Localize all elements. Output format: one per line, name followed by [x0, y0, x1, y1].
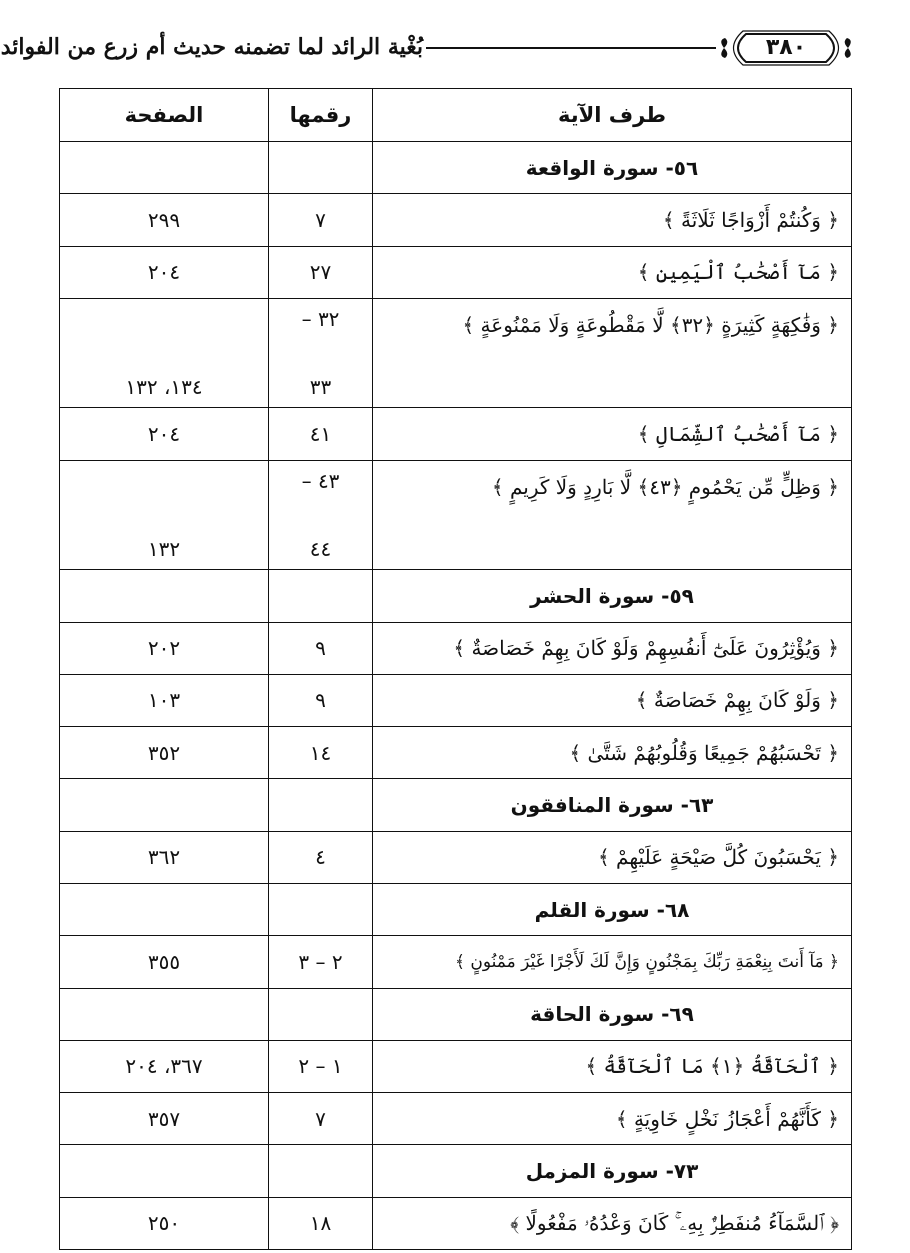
verse-text: ﴿ تَحْسَبُهُمْ جَمِيعًا وَقُلُوبُهُمْ شَتَّىٰ ﴾: [373, 727, 852, 779]
table-row: [60, 936, 852, 988]
verse-text: ﴿ ٱلسَّمَآءُ مُنفَطِرٌۢ بِهِۦ ۚ كَانَ وَعْدُهُۥ مَفْعُولًا ﴾: [373, 1197, 852, 1249]
page-number-ornament: [716, 28, 856, 68]
verse-text: ﴿ يَحْسَبُونَ كُلَّ صَيْحَةٍ عَلَيْهِمْ ﴾: [373, 831, 852, 883]
page-number: ٣٨٠: [765, 35, 807, 60]
table-row: [60, 831, 852, 883]
verse-text: ﴿ مَآ أَنتَ بِنِعْمَةِ رَبِّكَ بِمَجْنُونٍ وَإِنَّ لَكَ لَأَجْرًا غَيْرَ مَمْنُونٍ ﴾: [373, 936, 852, 988]
verse-number-end: ٤٤: [309, 536, 332, 561]
page-header: [0, 18, 910, 78]
page-ref: ٣٥٧: [60, 1093, 269, 1145]
surah-heading-row: [60, 779, 852, 831]
page-ref: ٣٦٢: [60, 831, 269, 883]
table-header-row: [60, 89, 852, 142]
header-rule: [426, 47, 716, 49]
page-ref: ٢٠٤: [60, 246, 269, 298]
verse-text: ﴿ وَظِلٍّ مِّن يَحْمُومٍ ﴿٤٣﴾ لَّا بَارِدٍ وَلَا كَرِيمٍ ﴾: [373, 460, 852, 570]
verse-text: ﴿ وَفَٰكِهَةٍ كَثِيرَةٍ ﴿٣٢﴾ لَّا مَقْطُوعَةٍ وَلَا مَمْنُوعَةٍ ﴾: [373, 298, 852, 408]
table-row: [60, 194, 852, 246]
surah-title: ٦٨- سورة القلم: [373, 883, 852, 935]
surah-title: ٦٩- سورة الحاقة: [373, 988, 852, 1040]
table-row: [60, 674, 852, 726]
verse-index-table: [59, 88, 852, 1250]
running-title: بُغْية الرائد لما تضمنه حديث أم زرع من الفوائد: [0, 34, 423, 60]
verse-text: ﴿ ٱلْحَآقَّةُ ﴿١﴾ مَا ٱلْحَآقَّةُ ﴾: [373, 1040, 852, 1092]
verse-text: ﴿ مَآ أَصْحَٰبُ ٱلْيَمِينِ ﴾: [373, 246, 852, 298]
verse-number: ٤١: [269, 408, 373, 460]
verse-text: ﴿ مَآ أَصْحَٰبُ ٱلشِّمَالِ ﴾: [373, 408, 852, 460]
page-ref: ٢٥٠: [60, 1197, 269, 1249]
verse-number: ١ – ٢: [269, 1040, 373, 1092]
verse-number: ٩: [269, 674, 373, 726]
verse-number: ٧: [269, 1093, 373, 1145]
surah-heading-row: [60, 142, 852, 194]
page-ref: ٢٩٩: [60, 194, 269, 246]
verse-number: ٧: [269, 194, 373, 246]
page-ref: ١٣٤، ١٣٢: [125, 375, 203, 400]
table-row: [60, 727, 852, 779]
page-ref: ٣٥٥: [60, 936, 269, 988]
verse-number: ٢٧: [269, 246, 373, 298]
verse-text: ﴿ وَيُؤْثِرُونَ عَلَىٰٓ أَنفُسِهِمْ وَلَوْ كَانَ بِهِمْ خَصَاصَةٌ ﴾: [373, 622, 852, 674]
verse-text: ﴿ وَلَوْ كَانَ بِهِمْ خَصَاصَةٌ ﴾: [373, 674, 852, 726]
table-row: [60, 1093, 852, 1145]
page-ref: ١٣٢: [147, 536, 181, 561]
surah-title: ٦٣- سورة المنافقون: [373, 779, 852, 831]
surah-heading-row: [60, 883, 852, 935]
verse-number-end: ٣٣: [309, 375, 332, 400]
surah-title: ٥٦- سورة الواقعة: [373, 142, 852, 194]
surah-title: ٧٣- سورة المزمل: [373, 1145, 852, 1197]
table-row: [60, 298, 852, 408]
verse-number: ٤: [269, 831, 373, 883]
verse-number: ٣٢ –: [301, 307, 340, 332]
page-ref: ٢٠٤: [60, 408, 269, 460]
verse-text: ﴿ وَكُنتُمْ أَزْوَاجًا ثَلَاثَةً ﴾: [373, 194, 852, 246]
table-row: [60, 1197, 852, 1249]
surah-heading-row: [60, 1145, 852, 1197]
page-ref: ٣٦٧، ٢٠٤: [60, 1040, 269, 1092]
table-row: [60, 460, 852, 570]
verse-number: ١٤: [269, 727, 373, 779]
col-header-page: الصفحة: [60, 89, 269, 142]
surah-heading-row: [60, 570, 852, 622]
page-ref: ١٠٣: [60, 674, 269, 726]
verse-text: ﴿ كَأَنَّهُمْ أَعْجَازُ نَخْلٍ خَاوِيَةٍ ﴾: [373, 1093, 852, 1145]
page-ref: ٣٥٢: [60, 727, 269, 779]
verse-number: ٩: [269, 622, 373, 674]
col-header-number: رقمها: [269, 89, 373, 142]
table-row: [60, 246, 852, 298]
verse-number: ٤٣ –: [301, 468, 340, 493]
surah-title: ٥٩- سورة الحشر: [373, 570, 852, 622]
page-ref: ٢٠٢: [60, 622, 269, 674]
col-header-verse: طرف الآية: [373, 89, 852, 142]
verse-number: ٢ – ٣: [269, 936, 373, 988]
surah-heading-row: [60, 988, 852, 1040]
table-row: [60, 1040, 852, 1092]
verse-number: ١٨: [269, 1197, 373, 1249]
table-row: [60, 622, 852, 674]
table-row: [60, 408, 852, 460]
